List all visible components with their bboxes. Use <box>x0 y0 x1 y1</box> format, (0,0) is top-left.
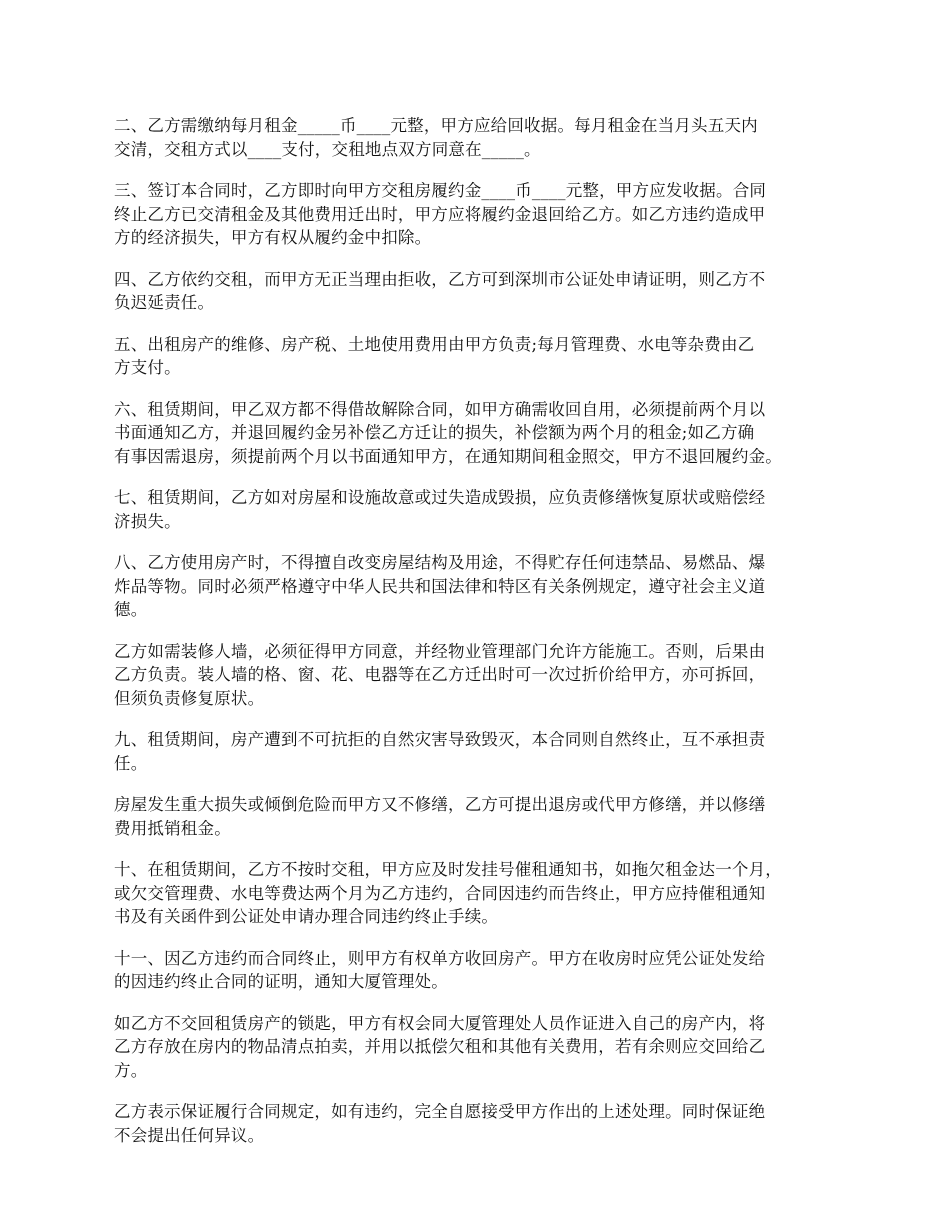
clause-10-late-rent: 十、在租赁期间，乙方不按时交租，甲方应及时发挂号催租通知书，如拖欠租金达一个月， 或欠交管理费、水电等费达两个月为乙方违约，合同因违约而告终止，甲方应持催租通知 书及有关函件到公证处申请办理合同违约终止手续。 <box>114 860 782 926</box>
clause-8-usage: 八、乙方使用房产时，不得擅自改变房屋结构及用途，不得贮存任何违禁品、易燃品、爆 炸品等物。同时必须严格遵守中华人民共和国法律和特区有关条例规定，遵守社会主义道 德。 <box>114 553 766 619</box>
clause-11-keys: 如乙方不交回租赁房产的锁匙，甲方有权会同大厦管理处人员作证进入自己的房产内，将 乙方存放在房内的物品清点拍卖，并用以抵偿欠租和其他有关费用，若有余则应交回给乙 方。 <box>114 1013 766 1080</box>
clause-9-repair: 房屋发生重大损失或倾倒危险而甲方又不修缮，乙方可提出退房或代甲方修缮，并以修缮 费用抵销租金。 <box>114 795 766 838</box>
clause-11-guarantee: 乙方表示保证履行合同规定，如有违约，完全自愿接受甲方作出的上述处理。同时保证绝 不会提出任何异议。 <box>114 1102 766 1145</box>
clause-9-force-majeure: 九、租赁期间，房产遭到不可抗拒的自然灾害导致毁灭，本合同则自然终止，互不承担责 任。 <box>114 730 766 773</box>
clause-11-repossession: 十一、因乙方违约而合同终止，则甲方有权单方收回房产。甲方在收房时应凭公证处发给 的因违约终止合同的证明，通知大厦管理处。 <box>114 948 766 991</box>
clause-2-rent-payment: 二、乙方需缴纳每月租金_____币____元整，甲方应给回收据。每月租金在当月头五天内 交清，交租方式以____支付，交租地点双方同意在_____。 <box>114 116 758 159</box>
clause-5-maintenance: 五、出租房产的维修、房产税、土地使用费用由甲方负责;每月管理费、水电等杂费由乙 方支付。 <box>114 334 755 377</box>
clause-6-termination: 六、租赁期间，甲乙双方都不得借故解除合同，如甲方确需收回自用，必须提前两个月以 书面通知乙方，并退回履约金另补偿乙方迁让的损失，补偿额为两个月的租金;如乙方确 有事因需退房，须提前两个月以书面通知甲方，在通知期间租金照交，甲方不退回履约金。 <box>114 399 782 466</box>
clause-8-renovation: 乙方如需装修人墙，必须征得甲方同意，并经物业管理部门允许方能施工。否则，后果由 乙方负责。装人墙的格、窗、花、电器等在乙方迁出时可一次过折价给甲方，亦可拆回， 但须负责修复原状。 <box>114 641 766 708</box>
clause-3-deposit: 三、签订本合同时，乙方即时向甲方交租房履约金____币____元整，甲方应发收据。合同 终止乙方已交清租金及其他费用迁出时，甲方应将履约金退回给乙方。如乙方违约造成甲 方的经济损失，甲方有权从履约金中扣除。 <box>114 181 767 247</box>
clause-4-refused-rent: 四、乙方依约交租，而甲方无正当理由拒收，乙方可到深圳市公证处申请证明，则乙方不 负迟延责任。 <box>114 269 766 312</box>
contract-body <box>114 114 854 1165</box>
clause-7-damage: 七、租赁期间，乙方如对房屋和设施故意或过失造成毁损，应负责修缮恢复原状或赔偿经 济损失。 <box>114 488 766 531</box>
